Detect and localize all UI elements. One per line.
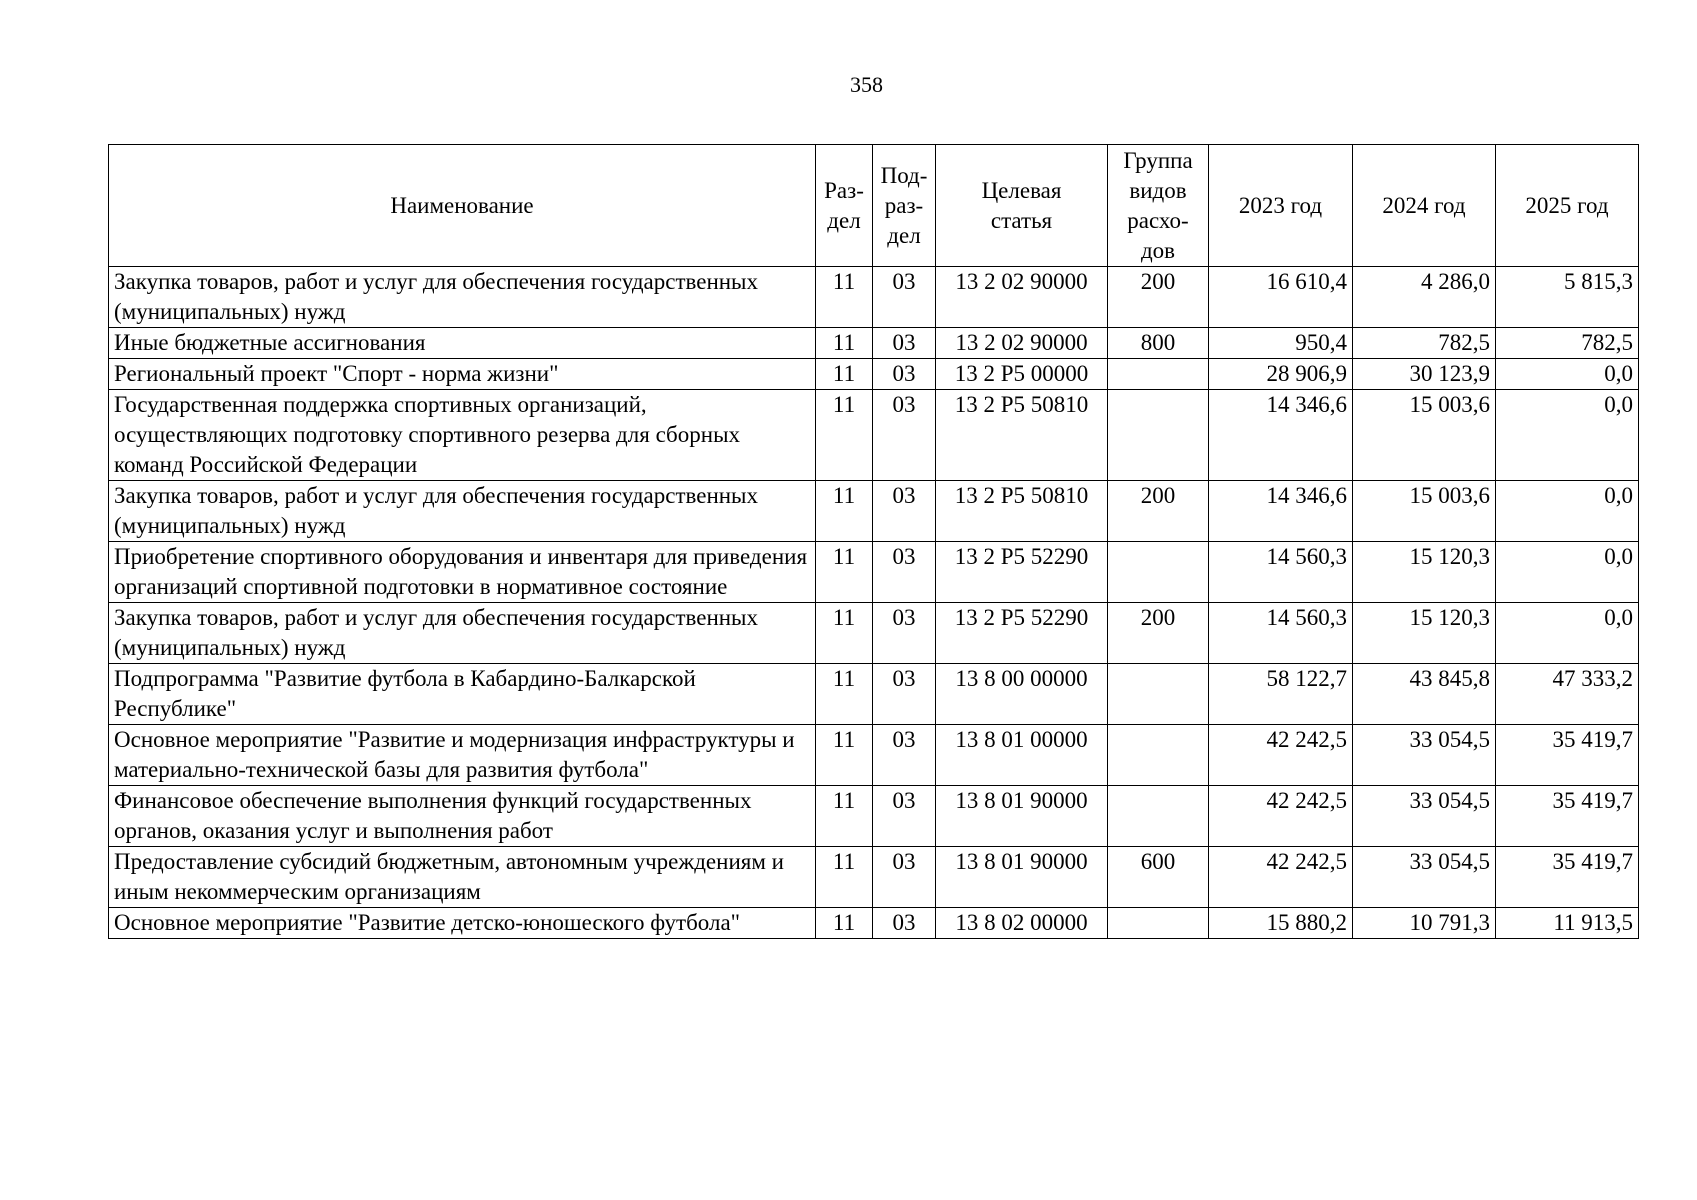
cell-name: Закупка товаров, работ и услуг для обеспечения государственных (муниципальных) нужд [109, 267, 816, 328]
table-row [109, 542, 1639, 603]
cell-group: 200 [1108, 603, 1209, 664]
cell-target: 13 2 P5 52290 [936, 603, 1108, 664]
cell-podrazdel: 03 [873, 390, 936, 481]
cell-name: Основное мероприятие "Развитие и модернизация инфраструктуры и материально-технической базы для развития футбола" [109, 725, 816, 786]
cell-target: 13 8 00 00000 [936, 664, 1108, 725]
cell-name: Иные бюджетные ассигнования [109, 328, 816, 359]
cell-podrazdel: 03 [873, 328, 936, 359]
table-row [109, 390, 1639, 481]
cell-2025: 0,0 [1496, 481, 1639, 542]
cell-group: 200 [1108, 481, 1209, 542]
header-group: Группа видов расхо- дов [1108, 145, 1209, 267]
cell-podrazdel: 03 [873, 847, 936, 908]
cell-2023: 42 242,5 [1209, 725, 1353, 786]
cell-group: 600 [1108, 847, 1209, 908]
table-row [109, 328, 1639, 359]
cell-name: Закупка товаров, работ и услуг для обеспечения государственных (муниципальных) нужд [109, 603, 816, 664]
cell-podrazdel: 03 [873, 542, 936, 603]
cell-podrazdel: 03 [873, 603, 936, 664]
cell-target: 13 8 02 00000 [936, 908, 1108, 939]
cell-2024: 10 791,3 [1353, 908, 1496, 939]
cell-podrazdel: 03 [873, 908, 936, 939]
cell-2025: 5 815,3 [1496, 267, 1639, 328]
page-number: 358 [850, 72, 883, 97]
table-row [109, 267, 1639, 328]
table-row [109, 725, 1639, 786]
cell-razdel: 11 [816, 725, 873, 786]
header-target: Целевая статья [936, 145, 1108, 267]
header-name: Наименование [109, 145, 816, 267]
cell-2024: 33 054,5 [1353, 847, 1496, 908]
cell-group [1108, 359, 1209, 390]
cell-razdel: 11 [816, 786, 873, 847]
table-row [109, 847, 1639, 908]
table-row [109, 603, 1639, 664]
cell-2024: 4 286,0 [1353, 267, 1496, 328]
cell-2023: 14 346,6 [1209, 390, 1353, 481]
cell-podrazdel: 03 [873, 725, 936, 786]
budget-table [108, 144, 1639, 939]
cell-group: 200 [1108, 267, 1209, 328]
cell-name: Региональный проект "Спорт - норма жизни" [109, 359, 816, 390]
cell-2025: 35 419,7 [1496, 847, 1639, 908]
cell-group [1108, 786, 1209, 847]
cell-podrazdel: 03 [873, 481, 936, 542]
header-2025: 2025 год [1496, 145, 1639, 267]
cell-2025: 0,0 [1496, 390, 1639, 481]
cell-2024: 30 123,9 [1353, 359, 1496, 390]
cell-2025: 35 419,7 [1496, 725, 1639, 786]
cell-target: 13 2 P5 50810 [936, 481, 1108, 542]
cell-2023: 28 906,9 [1209, 359, 1353, 390]
cell-podrazdel: 03 [873, 267, 936, 328]
cell-podrazdel: 03 [873, 664, 936, 725]
cell-podrazdel: 03 [873, 359, 936, 390]
table-row [109, 359, 1639, 390]
cell-2023: 42 242,5 [1209, 847, 1353, 908]
cell-2023: 16 610,4 [1209, 267, 1353, 328]
cell-2024: 43 845,8 [1353, 664, 1496, 725]
cell-razdel: 11 [816, 328, 873, 359]
cell-2024: 15 120,3 [1353, 603, 1496, 664]
header-2023: 2023 год [1209, 145, 1353, 267]
cell-target: 13 2 02 90000 [936, 267, 1108, 328]
cell-target: 13 2 02 90000 [936, 328, 1108, 359]
table-row [109, 664, 1639, 725]
cell-group [1108, 542, 1209, 603]
cell-target: 13 8 01 00000 [936, 725, 1108, 786]
cell-razdel: 11 [816, 603, 873, 664]
cell-razdel: 11 [816, 481, 873, 542]
cell-group [1108, 664, 1209, 725]
cell-2025: 0,0 [1496, 359, 1639, 390]
cell-2025: 0,0 [1496, 542, 1639, 603]
cell-target: 13 8 01 90000 [936, 847, 1108, 908]
cell-2025: 782,5 [1496, 328, 1639, 359]
cell-name: Финансовое обеспечение выполнения функций государственных органов, оказания услуг и выполнения работ [109, 786, 816, 847]
cell-2023: 14 560,3 [1209, 542, 1353, 603]
cell-2023: 15 880,2 [1209, 908, 1353, 939]
cell-2023: 950,4 [1209, 328, 1353, 359]
cell-razdel: 11 [816, 359, 873, 390]
cell-2025: 47 333,2 [1496, 664, 1639, 725]
cell-2023: 58 122,7 [1209, 664, 1353, 725]
table-row [109, 481, 1639, 542]
header-podrazdel: Под- раз- дел [873, 145, 936, 267]
cell-2023: 14 346,6 [1209, 481, 1353, 542]
cell-target: 13 2 P5 50810 [936, 390, 1108, 481]
cell-2024: 33 054,5 [1353, 725, 1496, 786]
cell-name: Предоставление субсидий бюджетным, автономным учреждениям и иным некоммерческим организациям [109, 847, 816, 908]
cell-razdel: 11 [816, 847, 873, 908]
cell-2023: 42 242,5 [1209, 786, 1353, 847]
cell-razdel: 11 [816, 664, 873, 725]
table-row [109, 786, 1639, 847]
cell-group [1108, 390, 1209, 481]
cell-group: 800 [1108, 328, 1209, 359]
header-row [109, 145, 1639, 267]
cell-target: 13 2 P5 00000 [936, 359, 1108, 390]
cell-2023: 14 560,3 [1209, 603, 1353, 664]
cell-razdel: 11 [816, 390, 873, 481]
cell-group [1108, 725, 1209, 786]
cell-2025: 35 419,7 [1496, 786, 1639, 847]
header-razdel: Раз- дел [816, 145, 873, 267]
cell-name: Подпрограмма "Развитие футбола в Кабардино-Балкарской Республике" [109, 664, 816, 725]
cell-group [1108, 908, 1209, 939]
cell-name: Приобретение спортивного оборудования и инвентаря для приведения организаций спортивной подготовки в нормативное состояние [109, 542, 816, 603]
cell-2025: 11 913,5 [1496, 908, 1639, 939]
cell-target: 13 2 P5 52290 [936, 542, 1108, 603]
cell-name: Закупка товаров, работ и услуг для обеспечения государственных (муниципальных) нужд [109, 481, 816, 542]
cell-2025: 0,0 [1496, 603, 1639, 664]
table-row [109, 908, 1639, 939]
table-body [109, 267, 1639, 939]
cell-2024: 782,5 [1353, 328, 1496, 359]
header-2024: 2024 год [1353, 145, 1496, 267]
cell-2024: 15 003,6 [1353, 481, 1496, 542]
cell-2024: 15 120,3 [1353, 542, 1496, 603]
cell-razdel: 11 [816, 542, 873, 603]
cell-razdel: 11 [816, 908, 873, 939]
cell-razdel: 11 [816, 267, 873, 328]
cell-2024: 33 054,5 [1353, 786, 1496, 847]
cell-target: 13 8 01 90000 [936, 786, 1108, 847]
cell-name: Основное мероприятие "Развитие детско-юношеского футбола" [109, 908, 816, 939]
cell-podrazdel: 03 [873, 786, 936, 847]
cell-name: Государственная поддержка спортивных организаций, осуществляющих подготовку спортивного резерва для сборных команд Российской Федерации [109, 390, 816, 481]
cell-2024: 15 003,6 [1353, 390, 1496, 481]
